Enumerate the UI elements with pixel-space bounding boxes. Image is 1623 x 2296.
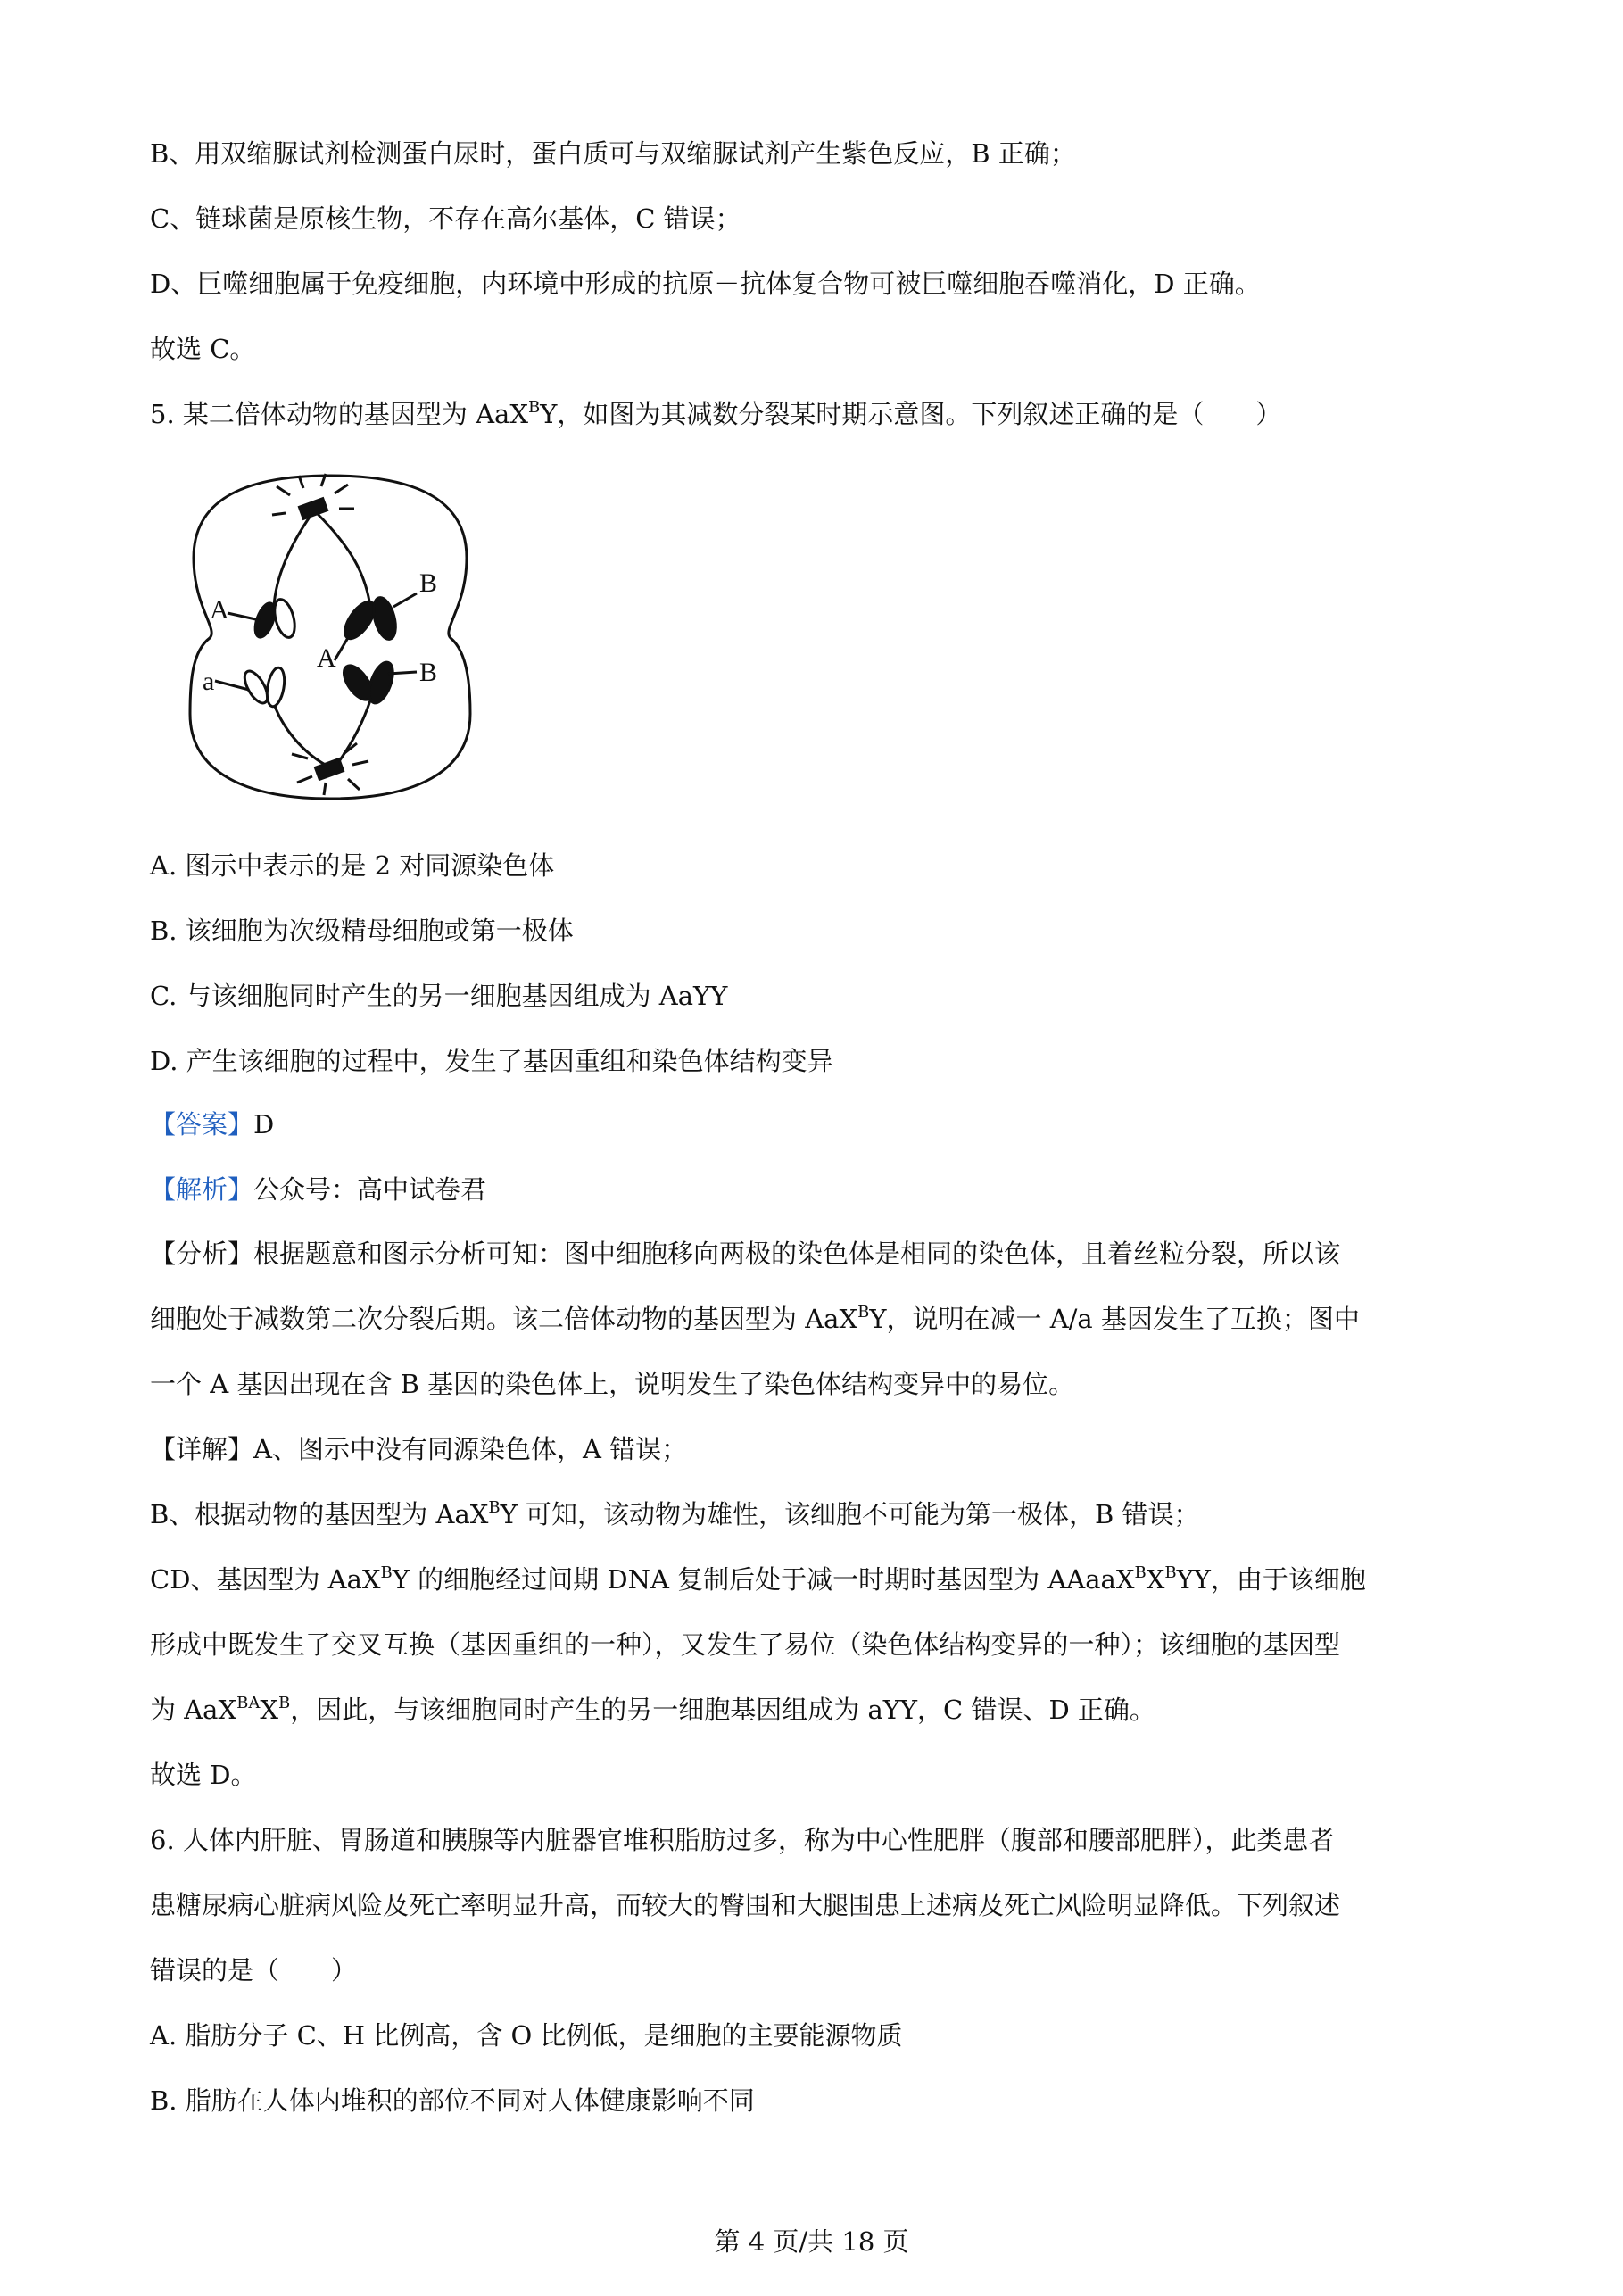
text-line: 【分析】根据题意和图示分析可知：图中细胞移向两极的染色体是相同的染色体，且着丝粒分裂，所以该 bbox=[150, 1239, 1341, 1269]
answer-line bbox=[150, 1107, 274, 1142]
text-part: YY，由于该细胞 bbox=[1176, 1564, 1366, 1595]
text-line: 故选 D。 bbox=[150, 1760, 257, 1790]
question-5-stem bbox=[150, 396, 1281, 432]
superscript: B bbox=[278, 1694, 291, 1712]
text-part: 5. 某二倍体动物的基因型为 AaX bbox=[150, 399, 528, 429]
label-A: A bbox=[317, 643, 336, 673]
superscript: B bbox=[1164, 1563, 1177, 1582]
option-a: A. 脂肪分子 C、H 比例高，含 O 比例低，是细胞的主要能源物质 bbox=[150, 2020, 903, 2051]
text-line: 错误的是（ ） bbox=[150, 1955, 358, 1985]
text-line: 形成中既发生了交叉互换（基因重组的一种），又发生了易位（染色体结构变异的一种）；该细胞的基因型 bbox=[150, 1629, 1341, 1660]
text-line bbox=[150, 1692, 1155, 1728]
label-A: A bbox=[210, 595, 229, 625]
text-part: X bbox=[260, 1695, 278, 1725]
label-B: B bbox=[419, 658, 438, 687]
superscript: B bbox=[488, 1498, 501, 1517]
meiosis-cell-diagram bbox=[183, 460, 477, 808]
text-line bbox=[150, 1301, 1360, 1337]
text-line: C、链球菌是原核生物，不存在高尔基体，C 错误； bbox=[150, 203, 741, 234]
text-line bbox=[150, 1562, 1366, 1597]
superscript: B bbox=[857, 1303, 870, 1322]
text-line: B、用双缩脲试剂检测蛋白尿时，蛋白质可与双缩脲试剂产生紫色反应，B 正确； bbox=[150, 138, 1076, 169]
option-b: B. 该细胞为次级精母细胞或第一极体 bbox=[150, 916, 574, 946]
text-line: D、巨噬细胞属于免疫细胞，内环境中形成的抗原－抗体复合物可被巨噬细胞吞噬消化，D 正确。 bbox=[150, 269, 1261, 299]
superscript: B bbox=[527, 398, 541, 417]
label-a: a bbox=[203, 667, 215, 696]
text-line: 一个 A 基因出现在含 B 基因的染色体上，说明发生了染色体结构变异中的易位。 bbox=[150, 1369, 1075, 1399]
superscript: BA bbox=[236, 1694, 261, 1712]
question-6-stem: 6. 人体内肝脏、胃肠道和胰腺等内脏器官堆积脂肪过多，称为中心性肥胖（腹部和腰部肥胖），此类患者 bbox=[150, 1825, 1335, 1855]
option-d: D. 产生该细胞的过程中，发生了基因重组和染色体结构变异 bbox=[150, 1046, 833, 1076]
superscript: B bbox=[380, 1563, 393, 1582]
text-line: 患糖尿病心脏病风险及死亡率明显升高，而较大的臀围和大腿围患上述病及死亡风险明显降低。下列叙述 bbox=[150, 1890, 1341, 1920]
text-part: CD、基因型为 AaX bbox=[150, 1564, 381, 1595]
text-line bbox=[150, 1496, 1200, 1532]
text-part: 细胞处于减数第二次分裂后期。该二倍体动物的基因型为 AaX bbox=[150, 1304, 858, 1334]
text-part: 为 AaX bbox=[150, 1695, 237, 1725]
label-B: B bbox=[419, 568, 438, 598]
answer-value: D bbox=[253, 1109, 275, 1140]
page-footer: 第 4 页/共 18 页 bbox=[714, 2226, 909, 2257]
option-c: C. 与该细胞同时产生的另一细胞基因组成为 AaYY bbox=[150, 981, 728, 1011]
superscript: B bbox=[1134, 1563, 1147, 1582]
text-part: Y 可知，该动物为雄性，该细胞不可能为第一极体，B 错误； bbox=[500, 1499, 1200, 1529]
text-part: B、根据动物的基因型为 AaX bbox=[150, 1499, 489, 1529]
text-part: Y，说明在减一 A/a 基因发生了互换；图中 bbox=[869, 1304, 1360, 1334]
option-b: B. 脂肪在人体内堆积的部位不同对人体健康影响不同 bbox=[150, 2085, 755, 2116]
text-part: X bbox=[1146, 1564, 1165, 1595]
analysis-text: 公众号：高中试卷君 bbox=[253, 1174, 487, 1205]
text-line: 【详解】A、图示中没有同源染色体，A 错误； bbox=[150, 1434, 688, 1464]
analysis-line bbox=[150, 1172, 486, 1207]
text-part: Y，如图为其减数分裂某时期示意图。下列叙述正确的是（ ） bbox=[540, 399, 1282, 429]
option-a: A. 图示中表示的是 2 对同源染色体 bbox=[150, 850, 555, 881]
analysis-tag: 【解析】 bbox=[150, 1174, 254, 1205]
text-part: Y 的细胞经过间期 DNA 复制后处于减一时期时基因型为 AAaaX bbox=[392, 1564, 1135, 1595]
text-part: ，因此，与该细胞同时产生的另一细胞基因组成为 aYY，C 错误、D 正确。 bbox=[290, 1695, 1155, 1725]
answer-tag: 【答案】 bbox=[150, 1109, 254, 1140]
text-line: 故选 C。 bbox=[150, 334, 256, 364]
